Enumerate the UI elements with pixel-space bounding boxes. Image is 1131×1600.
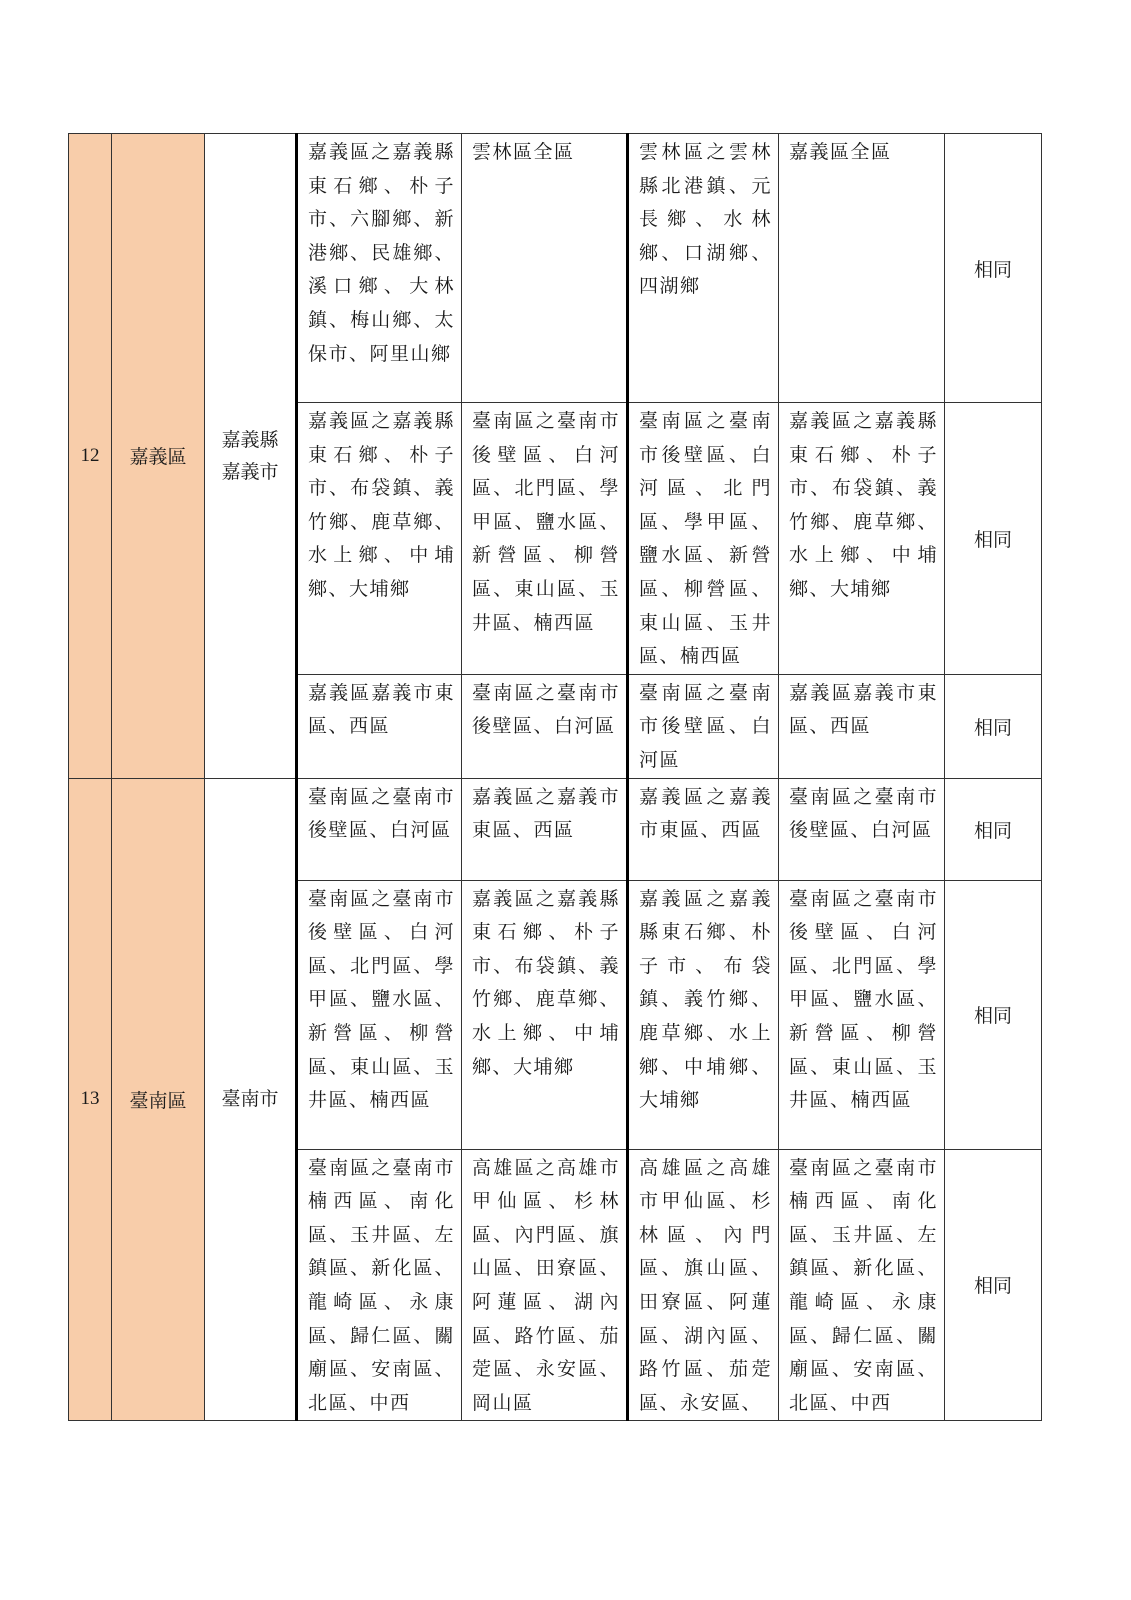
cell-col-d: 嘉義區嘉義市東區、西區 (779, 674, 945, 778)
cell-col-b: 臺南區之臺南市後壁區、白河區 (462, 674, 628, 778)
cell-col-c: 臺南區之臺南市後壁區、白河區 (628, 674, 779, 778)
region-name: 嘉義區 (112, 134, 205, 779)
cell-col-b: 嘉義區之嘉義縣東石鄉、朴子市、布袋鎮、義竹鄉、鹿草鄉、水上鄉、中埔鄉、大埔鄉 (462, 880, 628, 1149)
cell-col-a: 嘉義區之嘉義縣東石鄉、朴子市、布袋鎮、義竹鄉、鹿草鄉、水上鄉、中埔鄉、大埔鄉 (297, 403, 462, 675)
district-comparison-table (68, 133, 1042, 1421)
city-name: 嘉義縣 嘉義市 (205, 134, 297, 779)
cell-col-b: 雲林區全區 (462, 134, 628, 403)
cell-col-d: 臺南區之臺南市後壁區、白河區、北門區、學甲區、鹽水區、新營區、柳營區、東山區、玉井區、楠西區 (779, 880, 945, 1149)
cell-col-a: 臺南區之臺南市後壁區、白河區、北門區、學甲區、鹽水區、新營區、柳營區、東山區、玉井區、楠西區 (297, 880, 462, 1149)
status-same: 相同 (945, 778, 1042, 880)
cell-col-d: 臺南區之臺南市楠西區、南化區、玉井區、左鎮區、新化區、龍崎區、永康區、歸仁區、關廟區、安南區、北區、中西 (779, 1149, 945, 1421)
cell-col-a: 嘉義區嘉義市東區、西區 (297, 674, 462, 778)
cell-col-b: 高雄區之高雄市甲仙區、杉林區、內門區、旗山區、田寮區、阿蓮區、湖內區、路竹區、茄萣區、永安區、岡山區 (462, 1149, 628, 1421)
status-same: 相同 (945, 134, 1042, 403)
cell-col-a: 臺南區之臺南市後壁區、白河區 (297, 778, 462, 880)
status-same: 相同 (945, 1149, 1042, 1421)
cell-col-a: 嘉義區之嘉義縣東石鄉、朴子市、六腳鄉、新港鄉、民雄鄉、溪口鄉、大林鎮、梅山鄉、太保市、阿里山鄉 (297, 134, 462, 403)
cell-col-c: 高雄區之高雄市甲仙區、杉林區、內門區、旗山區、田寮區、阿蓮區、湖內區、路竹區、茄萣區、永安區、 (628, 1149, 779, 1421)
group-number: 13 (69, 778, 112, 1421)
cell-col-c: 嘉義區之嘉義市東區、西區 (628, 778, 779, 880)
status-same: 相同 (945, 403, 1042, 675)
status-same: 相同 (945, 674, 1042, 778)
cell-col-c: 嘉義區之嘉義縣東石鄉、朴子市、布袋鎮、義竹鄉、鹿草鄉、水上鄉、中埔鄉、大埔鄉 (628, 880, 779, 1149)
region-name: 臺南區 (112, 778, 205, 1421)
group-number: 12 (69, 134, 112, 779)
cell-col-c: 臺南區之臺南市後壁區、白河區、北門區、學甲區、鹽水區、新營區、柳營區、東山區、玉井區、楠西區 (628, 403, 779, 675)
cell-col-b: 嘉義區之嘉義市東區、西區 (462, 778, 628, 880)
cell-col-b: 臺南區之臺南市後壁區、白河區、北門區、學甲區、鹽水區、新營區、柳營區、東山區、玉井區、楠西區 (462, 403, 628, 675)
table-row (69, 134, 1042, 403)
cell-col-d: 嘉義區之嘉義縣東石鄉、朴子市、布袋鎮、義竹鄉、鹿草鄉、水上鄉、中埔鄉、大埔鄉 (779, 403, 945, 675)
cell-col-d: 臺南區之臺南市後壁區、白河區 (779, 778, 945, 880)
status-same: 相同 (945, 880, 1042, 1149)
cell-col-a: 臺南區之臺南市楠西區、南化區、玉井區、左鎮區、新化區、龍崎區、永康區、歸仁區、關廟區、安南區、北區、中西 (297, 1149, 462, 1421)
cell-col-d: 嘉義區全區 (779, 134, 945, 403)
city-name: 臺南市 (205, 778, 297, 1421)
cell-col-c: 雲林區之雲林縣北港鎮、元長鄉、水林鄉、口湖鄉、四湖鄉 (628, 134, 779, 403)
table-row (69, 778, 1042, 880)
